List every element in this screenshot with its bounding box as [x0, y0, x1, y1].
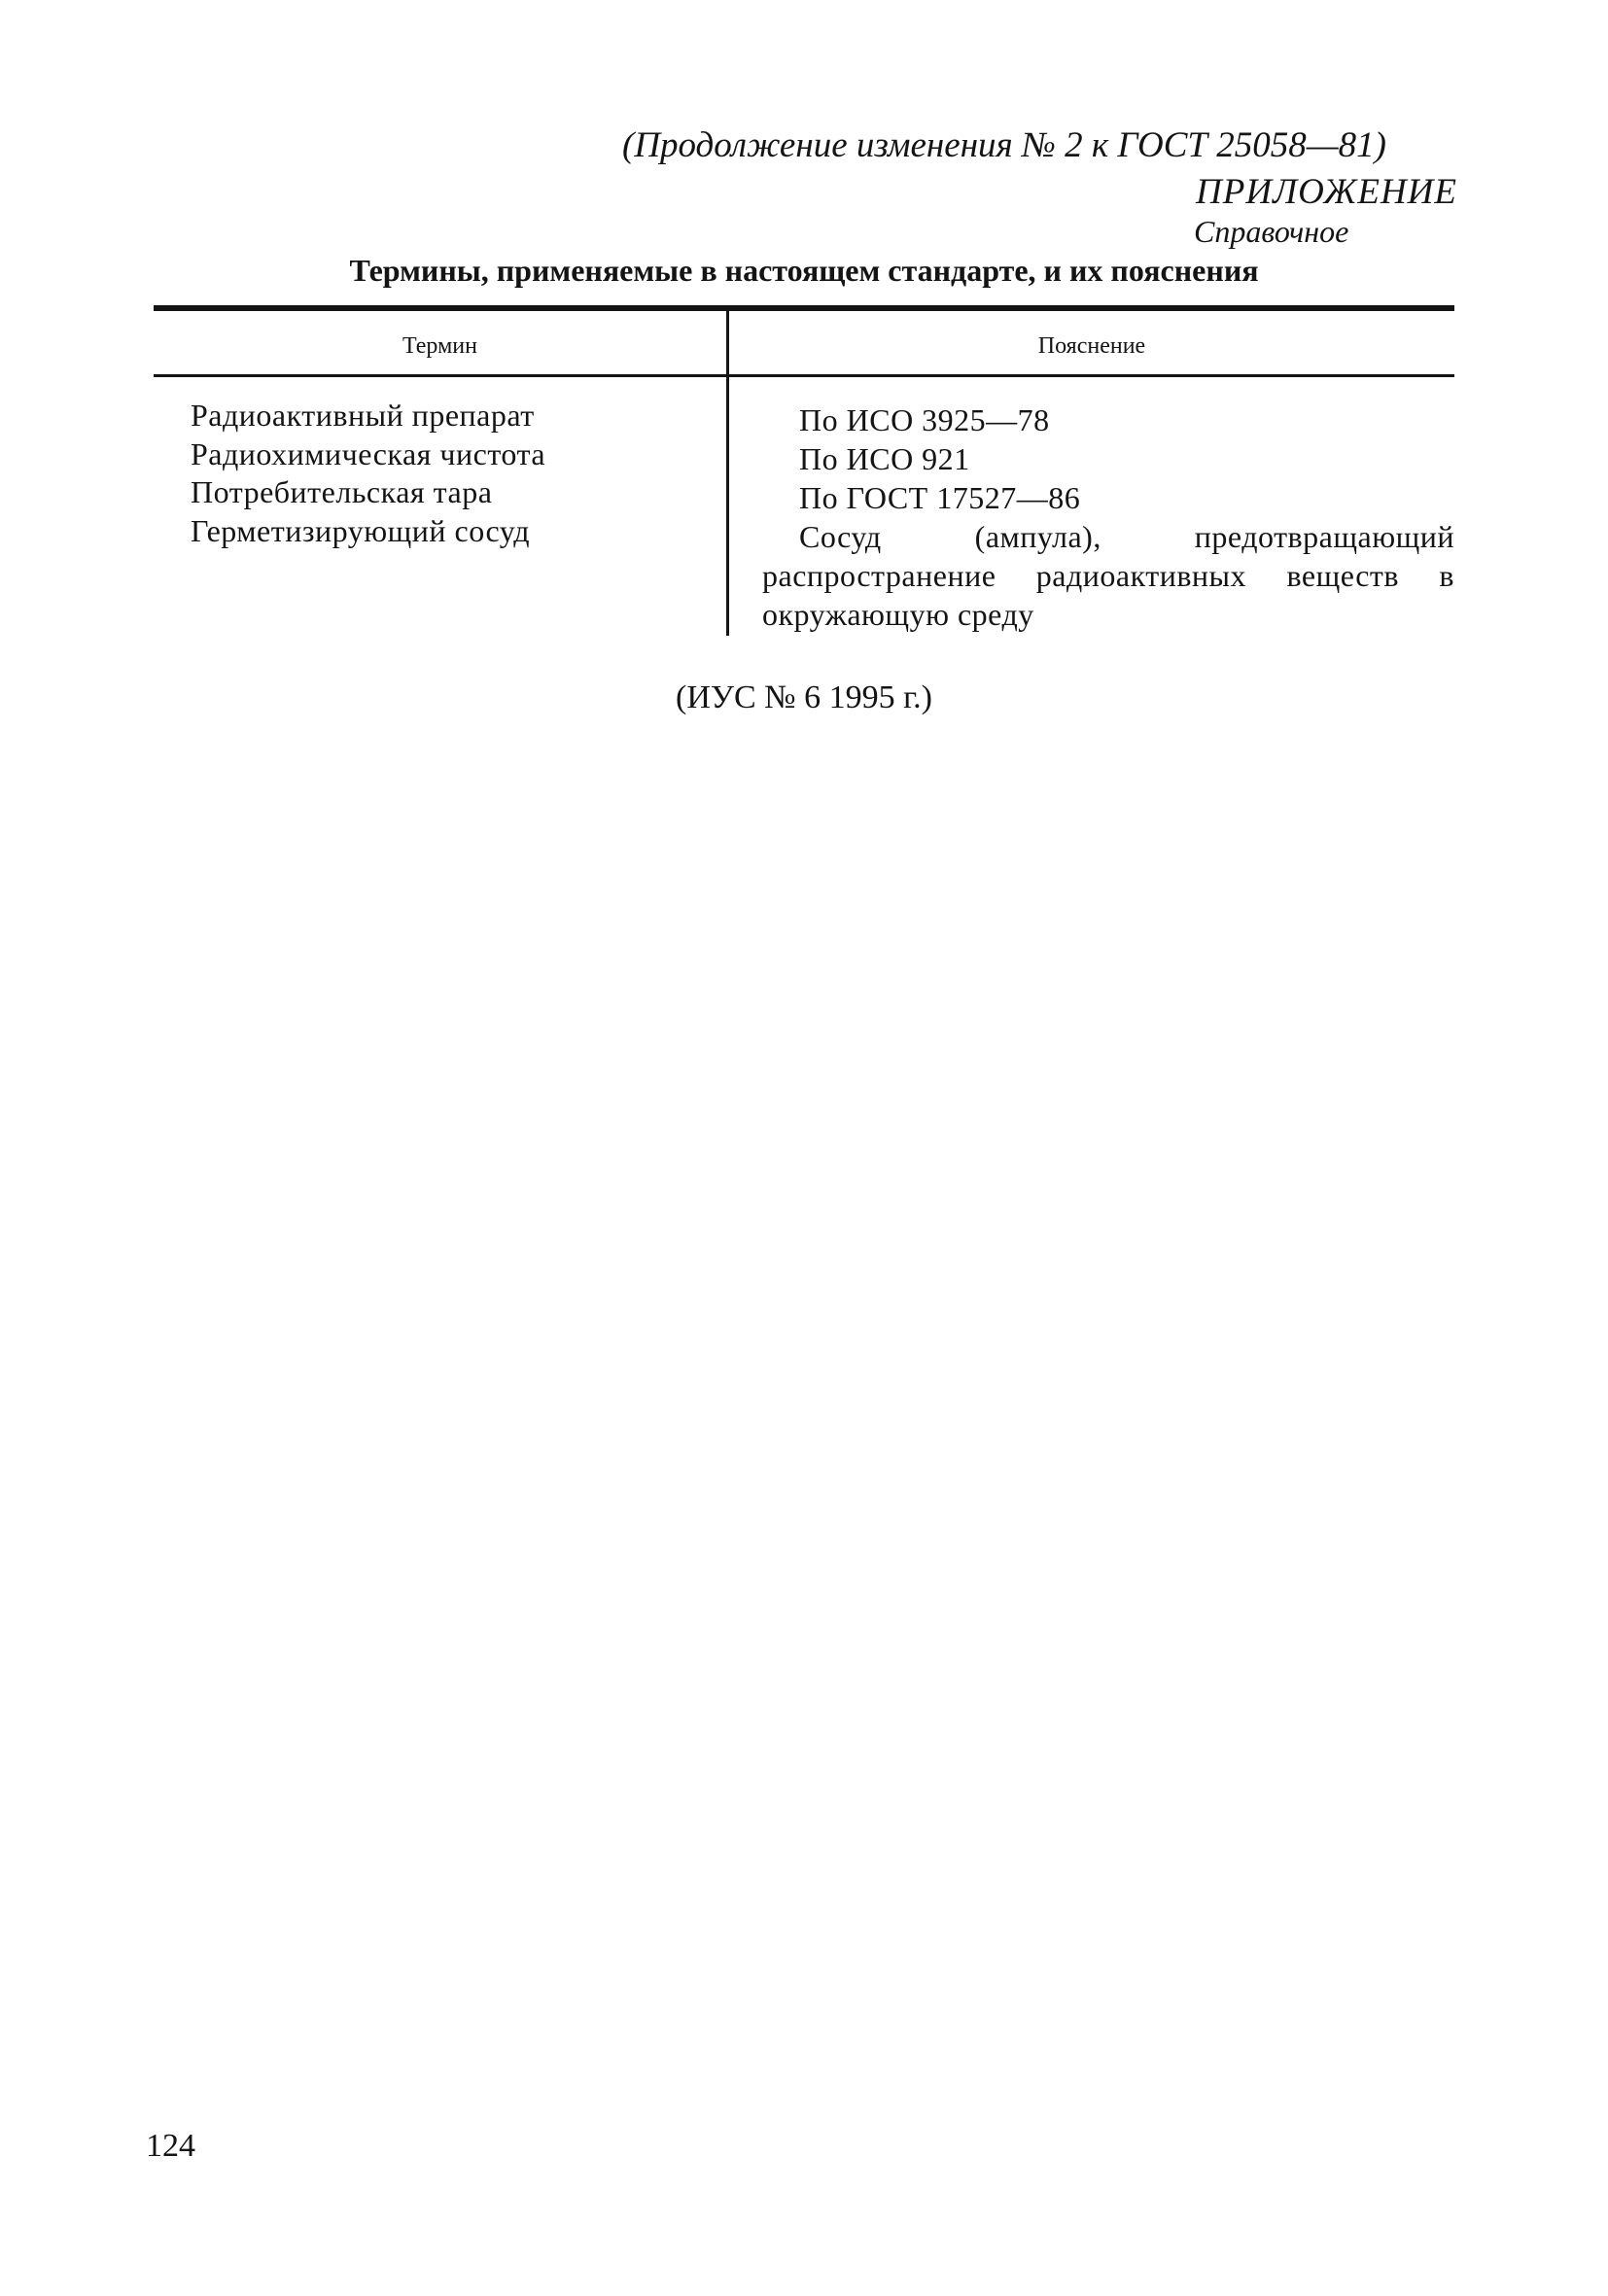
column-header-term: Термин: [402, 333, 477, 359]
column-divider: [726, 311, 729, 636]
explanation-cell: Сосуд (ампула), предотвращающий распространение радиоактивных веществ в окружающую среду: [762, 519, 1454, 632]
table-title: Термины, применяемые в настоящем стандарте, и их пояснения: [349, 253, 1259, 288]
explanation-column: [762, 400, 1454, 634]
term-column: [191, 397, 545, 550]
continuation-header: (Продолжение изменения № 2 к ГОСТ 25058—81): [622, 125, 1386, 165]
explanation-cell: По ИСО 3925—78: [799, 402, 1050, 437]
term-cell: Радиоактивный препарат: [191, 398, 535, 433]
table-header-rule: [154, 374, 1454, 377]
column-header-explanation: Пояснение: [1037, 333, 1146, 359]
term-cell: Радиохимическая чистота: [191, 435, 546, 471]
explanation-cell: По ГОСТ 17527—86: [799, 480, 1081, 515]
page-number: 124: [146, 2128, 195, 2164]
explanation-cell: По ИСО 921: [799, 441, 970, 476]
term-cell: Герметизирующий сосуд: [191, 512, 531, 548]
source-note: (ИУС № 6 1995 г.): [676, 679, 932, 715]
appendix-label: ПРИЛОЖЕНИЕ: [1196, 172, 1457, 212]
term-cell: Потребительская тара: [191, 474, 493, 509]
table-top-rule: [154, 305, 1454, 311]
appendix-type: Справочное: [1194, 214, 1349, 249]
